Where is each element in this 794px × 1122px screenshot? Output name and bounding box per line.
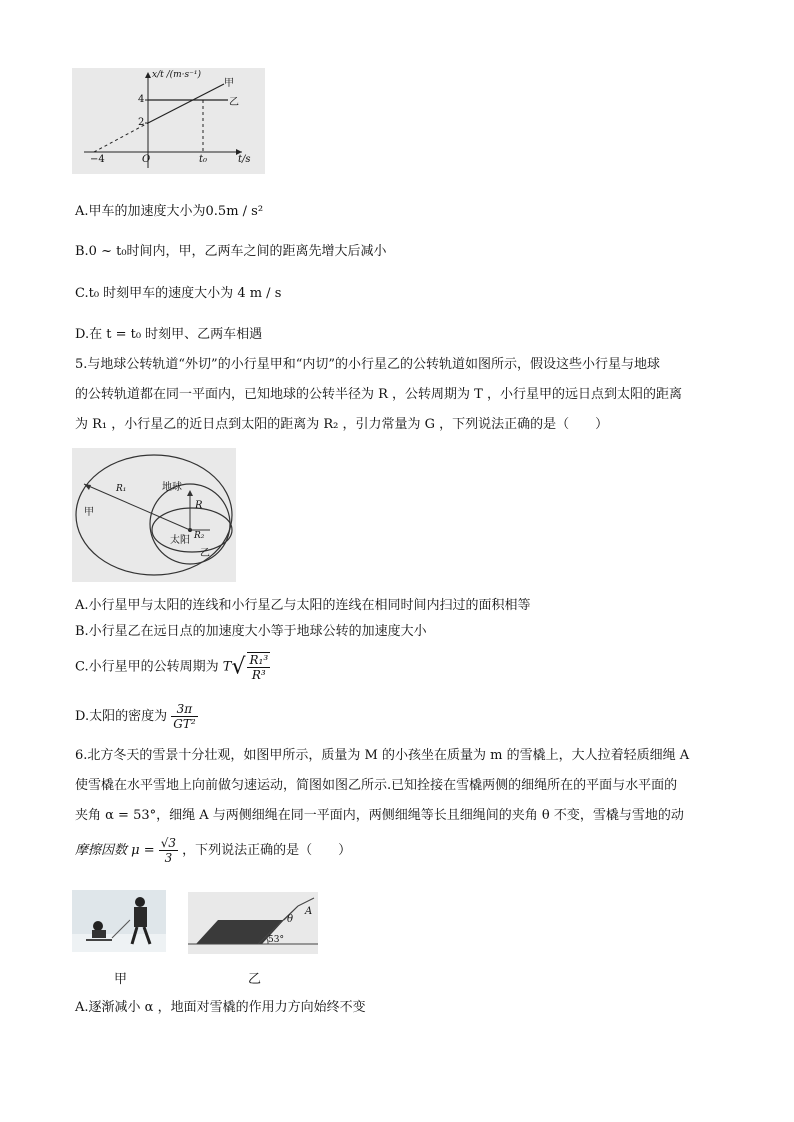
figure-xt-graph [72, 68, 265, 174]
q5-c-numerator: R₁³ [249, 653, 269, 667]
orbit-jia-label: 甲 [84, 507, 94, 518]
y-axis-label: x/t /(m·s⁻¹) [152, 70, 202, 80]
sled-photo-svg [72, 890, 166, 952]
origin-label: O [142, 154, 151, 165]
orbits-svg [72, 448, 236, 582]
q6-stem-line1: 6.北方冬天的雪景十分壮观，如图甲所示，质量为 M 的小孩坐在质量为 m 的雪橇上，大人拉着轻质细绳 A [75, 748, 690, 763]
q5-c-denominator: R³ [251, 668, 266, 682]
tick-2: 2 [138, 117, 145, 128]
q6-stem-line4-post: ，下列说法正确的是（ ） [182, 843, 352, 858]
t0-label: t₀ [199, 154, 208, 165]
fig-caption-jia: 甲 [114, 972, 128, 987]
q5-option-a: A.小行星甲与太阳的连线和小行星乙与太阳的连线在相同时间内扫过的面积相等 [75, 598, 531, 613]
q5-stem-line2: 的公转轨道都在同一平面内，已知地球的公转半径为 R ，公转周期为 T ，小行星甲的远日点到太阳的距离 [75, 387, 682, 402]
q6-mu-prefix: 摩擦因数 μ = [75, 843, 155, 858]
q6-stem-line3: 夹角 α = 53°，细绳 A 与两侧细绳在同一平面内，两侧细绳等长且细绳间的夹角 θ 不变，雪橇与雪地的动 [75, 808, 684, 823]
q5-d-numerator: 3π [171, 702, 197, 717]
earth-label: 地球 [162, 482, 182, 493]
q4-option-c: C.t₀ 时刻甲车的速度大小为 4 m / s [75, 286, 282, 301]
fig-caption-yi: 乙 [248, 972, 262, 987]
figure-sled-diagram [188, 892, 318, 954]
r1-label: R₁ [116, 484, 127, 494]
tick-neg4: −4 [90, 154, 105, 165]
figure-sled-photo [72, 890, 166, 952]
rope-a-label: A [305, 906, 313, 917]
sled-diagram-svg [188, 892, 318, 954]
r2-label: R₂ [194, 531, 205, 541]
q5-option-c-text: C.小行星甲的公转周期为 [75, 659, 219, 675]
q6-mu-fraction [159, 836, 178, 865]
q6-option-a: A.逐渐减小 α ，地面对雪橇的作用力方向始终不变 [75, 1000, 366, 1015]
q6-stem-line2: 使雪橇在水平雪地上向前做匀速运动，简图如图乙所示.已知拴接在雪橇两侧的细绳所在的平面与水平面的 [75, 778, 678, 793]
q4-option-a: A.甲车的加速度大小为0.5m / s² [75, 204, 264, 219]
q5-option-c-t: T [222, 659, 232, 675]
q5-option-c-fraction [247, 652, 270, 682]
q5-option-b: B.小行星乙在远日点的加速度大小等于地球公转的加速度大小 [75, 624, 427, 639]
line-yi-label: 乙 [229, 97, 239, 108]
q5-stem-line3: 为 R₁ ，小行星乙的近日点到太阳的距离为 R₂ ，引力常量为 G ，下列说法正确的是（ ） [75, 417, 609, 432]
q6-stem-line4 [75, 836, 351, 865]
tick-4: 4 [138, 94, 145, 105]
r-label: R [195, 500, 203, 511]
q6-mu-numerator: √3 [160, 836, 177, 850]
line-jia-label: 甲 [224, 78, 234, 89]
q5-option-d-text: D.太阳的密度为 [75, 709, 168, 724]
q5-stem-line1: 5.与地球公转轨道“外切”的小行星甲和“内切”的小行星乙的公转轨道如图所示，假设这些小行星与地球 [75, 357, 660, 372]
q5-option-c: C.小行星甲的公转周期为 T√ $\frac{\text{R₁³}}{\text{R³}}$ [75, 653, 269, 682]
q5-d-denominator: GT² [173, 717, 196, 731]
q4-option-b: B.0 ~ t₀时间内，甲，乙两车之间的距离先增大后减小 [75, 244, 387, 259]
x-axis-label: t/s [238, 154, 251, 165]
angle-53-label: 53° [268, 935, 284, 945]
theta-label: θ [287, 914, 294, 925]
sun-label: 太阳 [170, 535, 190, 546]
q5-option-d-fraction [171, 702, 197, 731]
q5-option-d [75, 702, 198, 731]
q6-mu-denominator: 3 [164, 851, 173, 865]
q4-option-d: D.在 t = t₀ 时刻甲、乙两车相遇 [75, 327, 263, 342]
orbit-yi-label: 乙 [200, 548, 210, 559]
figure-orbits [72, 448, 236, 582]
